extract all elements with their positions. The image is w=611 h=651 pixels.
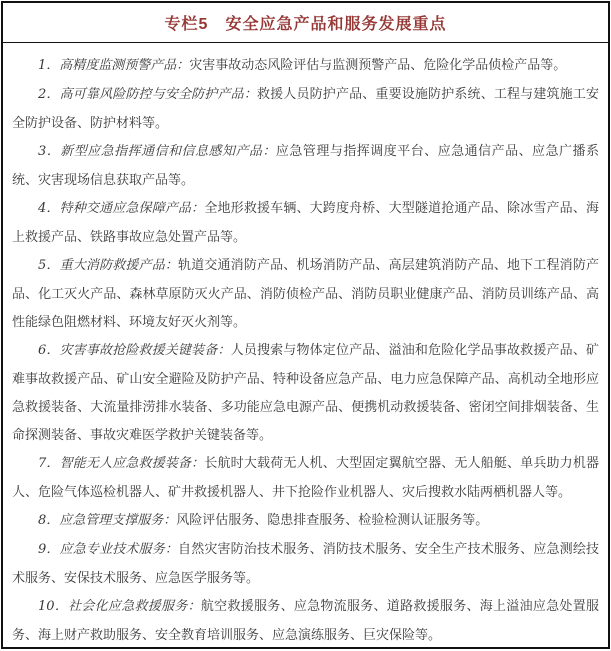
list-item — [12, 336, 599, 449]
item-text: 航空救援服务、应急物流服务、道路救援服务、海上溢油应急处置服务、海上财产救助服务、安全教育培训服务、应急演练服务、巨灾保险等。 — [12, 598, 599, 642]
list-item — [12, 137, 599, 194]
list-item — [12, 80, 599, 137]
item-label: 8．应急管理支撑服务： — [38, 513, 177, 528]
item-label: 10．社会化应急救援服务： — [38, 599, 201, 614]
column-panel — [1, 1, 610, 649]
list-item — [12, 506, 599, 535]
item-label: 7．智能无人应急救援装备： — [38, 456, 205, 471]
item-text: 自然灾害防治技术服务、消防技术服务、安全生产技术服务、应急测绘技术服务、安保技术服务、应急医学服务等。 — [12, 541, 599, 585]
item-label: 3．新型应急指挥通信和信息感知产品： — [38, 144, 276, 159]
list-item — [12, 251, 599, 336]
list-item — [12, 51, 599, 80]
panel-title: 专栏5 安全应急产品和服务发展重点 — [3, 3, 608, 43]
item-text: 长航时大载荷无人机、大型固定翼航空器、无人船艇、单兵助力机器人、危险气体巡检机器人、矿井救援机器人、井下抢险作业机器人、灾后搜救水陆两栖机器人等。 — [12, 455, 599, 499]
item-label: 4．特种交通应急保障产品： — [38, 201, 205, 216]
item-label: 9．应急专业技术服务： — [38, 542, 179, 557]
item-text: 救援人员防护产品、重要设施防护系统、工程与建筑施工安全防护设备、防护材料等。 — [12, 86, 599, 130]
item-text: 轨道交通消防产品、机场消防产品、高层建筑消防产品、地下工程消防产品、化工灭火产品、森林草原防灭火产品、消防侦检产品、消防员职业健康产品、消防员训练产品、高性能绿色阻燃材料、环境友好灭火剂等。 — [12, 257, 599, 329]
item-label: 2．高可靠风险防控与安全防护产品： — [38, 87, 257, 102]
item-label: 5．重大消防救援产品： — [38, 258, 179, 273]
item-text: 应急管理与指挥调度平台、应急通信产品、应急广播系统、灾害现场信息获取产品等。 — [12, 143, 599, 187]
item-label: 1．高精度监测预警产品： — [38, 58, 190, 73]
item-text: 风险评估服务、隐患排查服务、检验检测认证服务等。 — [176, 512, 489, 527]
item-text: 灾害事故动态风险评估与监测预警产品、危险化学品侦检产品等。 — [189, 57, 567, 72]
item-text: 人员搜索与物体定位产品、溢油和危险化学品事故救援产品、矿难事故救援产品、矿山安全避险及防护产品、特种设备应急产品、电力应急保障产品、高机动全地形应急救援装备、大流量排涝排水装备、多功能应急电源产品、便携机动救援装备、密闭空间排烟装备、生命探测装备、事故灾难医学救护关键装备等。 — [12, 342, 599, 442]
panel-body — [3, 43, 608, 649]
list-item — [12, 592, 599, 649]
list-item — [12, 535, 599, 592]
item-text: 全地形救援车辆、大跨度舟桥、大型隧道抢通产品、除冰雪产品、海上救援产品、铁路事故应急处置产品等。 — [12, 200, 599, 244]
item-label: 6．灾害事故抢险救援关键装备： — [38, 343, 231, 358]
list-item — [12, 449, 599, 506]
list-item — [12, 194, 599, 251]
